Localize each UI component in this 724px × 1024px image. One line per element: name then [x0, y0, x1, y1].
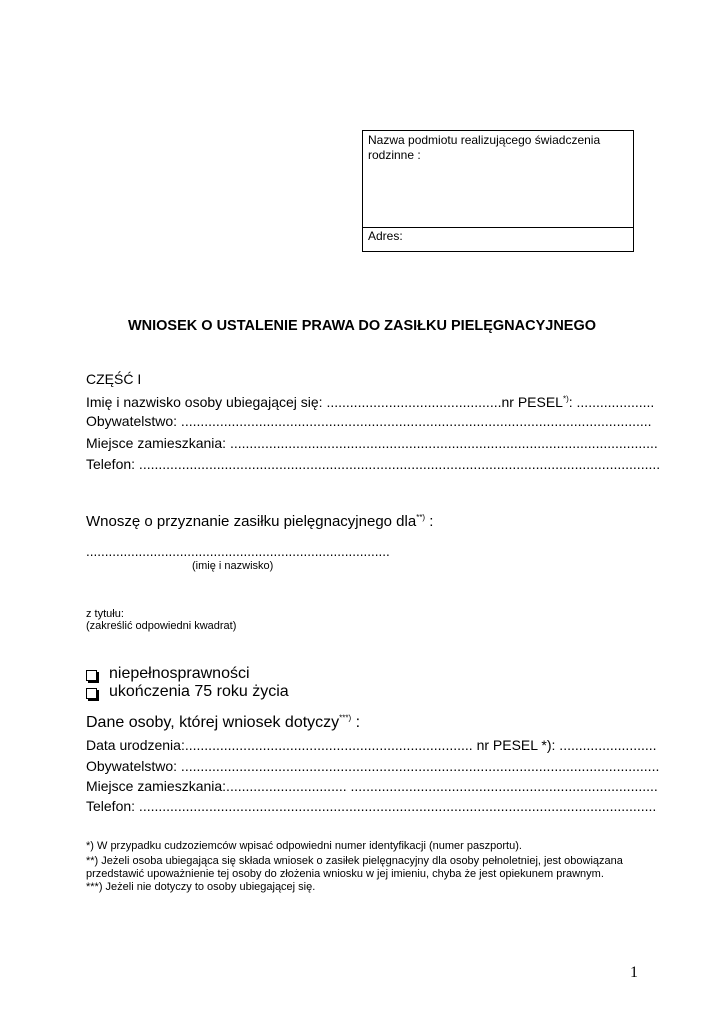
- form-title: WNIOSEK O USTALENIE PRAWA DO ZASIŁKU PIELĘGNACYJNEGO: [127, 318, 597, 334]
- person-heading: [86, 714, 360, 732]
- age-75-checkbox[interactable]: [86, 688, 97, 699]
- footnote-1: *) W przypadku cudzoziemców wpisać odpowiedni numer identyfikacji (numer paszportu).: [86, 840, 522, 852]
- pesel-footnote-mark: *): [562, 394, 569, 404]
- person-citizenship-line[interactable]: Obywatelstwo: ...........................................................................................................................: [86, 758, 660, 774]
- request-text: Wnoszę o przyznanie zasiłku pielęgnacyjnego dla: [86, 513, 417, 530]
- page-number: 1: [630, 964, 638, 981]
- address-field-label: Adres:: [368, 229, 403, 243]
- footnote-3: ***) Jeżeli nie dotyczy to osoby ubiegającej się.: [86, 881, 316, 893]
- care-recipient-name-dots[interactable]: .................................................................................: [86, 544, 390, 559]
- applicant-residence-line[interactable]: Miejsce zamieszkania: ..............................................................................................................: [86, 435, 658, 451]
- request-line: [86, 513, 433, 530]
- applicant-pesel-dots: : ....................: [568, 394, 655, 410]
- person-birth-pesel-line[interactable]: Data urodzenia:.......................................................................... nr PESEL *): .........................: [86, 737, 657, 753]
- person-footnote-mark: ***): [339, 713, 352, 723]
- disability-checkbox[interactable]: [86, 670, 97, 681]
- person-residence-line[interactable]: Miejsce zamieszkania:............................... ...............................................................................: [86, 778, 658, 794]
- applicant-phone-line[interactable]: Telefon: ......................................................................................................................................: [86, 456, 661, 472]
- part1-heading: CZĘŚĆ I: [86, 371, 142, 387]
- applicant-name-line[interactable]: [86, 394, 654, 410]
- basis-hint: (zakreślić odpowiedni kwadrat): [86, 620, 237, 632]
- person-heading-text: Dane osoby, której wniosek dotyczy: [86, 714, 340, 731]
- entity-name-field[interactable]: [363, 131, 633, 228]
- basis-label: z tytułu:: [86, 608, 124, 620]
- request-colon: :: [425, 513, 434, 530]
- entity-box: [362, 130, 634, 252]
- request-footnote-mark: **): [416, 513, 426, 522]
- age-75-option-label: ukończenia 75 roku życia: [109, 683, 289, 700]
- footnote-2: **) Jeżeli osoba ubiegająca się składa wniosek o zasiłek pielęgnacyjny dla osoby pełnoletniej, jest obowiązana: [86, 855, 623, 867]
- disability-option-label: niepełnosprawności: [109, 665, 250, 682]
- entity-name-label: Nazwa podmiotu realizującego świadczenia rodzinne :: [368, 133, 601, 162]
- footnote-2-continued: przedstawić upoważnienie tej osoby do złożenia wniosku w jej imieniu, chyba że jest opiekunem prawnym.: [86, 868, 604, 880]
- applicant-name-text: Imię i nazwisko osoby ubiegającej się: .............................................nr PESEL: [86, 394, 563, 410]
- applicant-citizenship-line[interactable]: Obywatelstwo: .........................................................................................................................: [86, 413, 652, 429]
- name-caption: (imię i nazwisko): [192, 560, 274, 572]
- person-heading-colon: :: [351, 714, 361, 731]
- person-phone-line[interactable]: Telefon: .....................................................................................................................................: [86, 798, 657, 814]
